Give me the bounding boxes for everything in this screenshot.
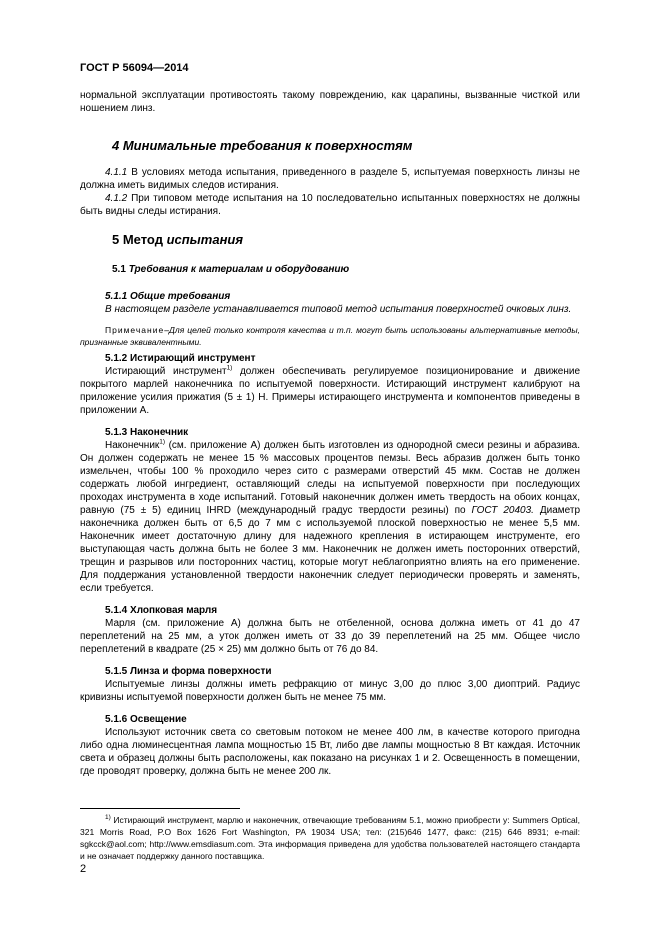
page-number: 2 [80, 863, 87, 875]
subsection-5-1-4-text: Марля (см. приложение А) должна быть не отбеленной, основа должна иметь от 41 до 47 переплетений на 25 мм, а уток должен иметь от 33 до 39 переплетений на 25 мм. Общее число переплетений в квадрате (25 × 25) мм должно быть от 76 до 84. [80, 618, 580, 655]
note-text: –Для целей только контроля качества и т.п. могут быть использованы альтернативные методы, признанные эквивалентными. [80, 325, 580, 347]
subsection-5-1-2-heading: 5.1.2 Истирающий инструмент [105, 353, 256, 364]
subsection-5-1-3-body-a: (см. приложение А) должен быть изготовлен из однородной смеси резины и абразива. Он должен содержать не менее 15 % массовых процентов пемзы. Весь абразив должен быть тонко измельчен, чтобы 100 % проходило через сито с размерами отверстий 45 мкм. Состав не должен содержать любой ингредиент, оставляющий следы на испытуемой поверхности при последующих проходах инструмента в ходе испытаний. Готовый наконечник должен иметь твердость на обоих концах, равную (75 ± 5) единиц IHRD (международный градус твердости резины) по [80, 440, 580, 516]
clause-4-1-2 [80, 192, 580, 218]
section-4-heading [112, 138, 580, 153]
clause-4-1-1-text: В условиях метода испытания, приведенного в разделе 5, испытуемая поверхность линзы не должна иметь видимых следов истирания. [80, 167, 580, 191]
gost-reference: ГОСТ 20403. [471, 505, 534, 516]
subsection-5-1-5-heading: 5.1.5 Линза и форма поверхности [105, 666, 272, 677]
footnote-ref-1: 1) [226, 364, 233, 372]
subsection-5-1-6-heading: 5.1.6 Освещение [105, 714, 187, 725]
footnote-separator [80, 808, 240, 809]
abrasive-tool-term: Истирающий инструмент [105, 366, 227, 377]
subsection-5-1-6-text: Используют источник света со световым потоком не менее 400 лм, в качестве которого пригодна либо одна люминесцентная лампа мощностью 15 Вт, либо две лампы мощностью 8 Вт каждая. Источник света и образец должны быть расположены, как показано на рисунках 1 и 2. Освещенность в помещении, где проводят проверку, должна быть не менее 200 лк. [80, 727, 580, 777]
footnote-ref-2: 1) [159, 438, 166, 446]
subsection-5-1-1-heading: 5.1.1 Общие требования [105, 291, 231, 302]
subsection-5-1-4-heading: 5.1.4 Хлопковая марля [105, 605, 218, 616]
subsection-5-1-number: 5.1 [112, 264, 129, 275]
footnote-mark: 1) [105, 814, 111, 822]
subsection-5-1-heading [112, 264, 580, 275]
note-paragraph [80, 324, 580, 348]
footnote [80, 814, 580, 862]
clause-4-1-1 [80, 166, 580, 192]
subsection-5-1-2-text [80, 365, 580, 417]
footnote-text: Истирающий инструмент, марлю и наконечник, отвечающие требованиям 5.1, можно приобрести у: Summers Optical, 321 Morris Road, P.O Box 1626 Fort Washington, PA 19034 USA; тел: (215)646 1477, факс: (215) 646 8931; e-mail: sgkcck@aol.com; http://www.emsdiasum.com. Эта информация приведена для удобства пользователей настоящего стандарта и не означает поддержку данного поставщика. [80, 815, 580, 861]
subsection-5-1-3-body-b: Диаметр наконечника должен быть от 6,5 до 7 мм с используемой плоской поверхностью не менее 5,5 мм. Наконечник имеет достаточную длину для надежного крепления в истирающем инструменте, его выступающая часть должна быть не более 3 мм. Наконечник не должен иметь посторонних отверстий, трещин и разрывов или посторонних частиц, которые могут неблагоприятно влиять на его применение. Для поддержания установленной твердости наконечник следует периодически проверять и заменять, если требуется. [80, 505, 581, 594]
tip-term: Наконечник [105, 440, 160, 451]
section-5-title: испытания [166, 232, 244, 247]
subsection-5-1-3-text [80, 439, 580, 595]
clause-4-1-1-number: 4.1.1 [105, 167, 128, 178]
subsection-5-1-title: Требования к материалам и оборудованию [128, 264, 350, 275]
subsection-5-1-5-text: Испытуемые линзы должны иметь рефракцию от минус 3,00 до плюс 3,00 диоптрий. Радиус кривизны испытуемой поверхности должен быть не менее 75 мм. [80, 679, 580, 703]
document-header: ГОСТ Р 56094—2014 [80, 62, 189, 74]
section-5-heading [112, 232, 580, 247]
note-label: Примечание [105, 325, 165, 335]
intro-paragraph: нормальной эксплуатации противостоять такому повреждению, как царапины, вызванные чисткой или ношением линз. [80, 90, 580, 114]
clause-4-1-2-text: При типовом методе испытания на 10 последовательно испытанных поверхностях не должны быть видны следы истирания. [80, 193, 580, 217]
document-body [80, 89, 580, 778]
subsection-5-1-1-text: В настоящем разделе устанавливается типовой метод испытания поверхностей очковых линз. [105, 304, 572, 315]
clause-4-1-2-number: 4.1.2 [105, 193, 128, 204]
section-5-number: 5 Метод [112, 232, 167, 247]
subsection-5-1-2-body: должен обеспечивать регулируемое позиционирование и движение покрытого марлей наконечника по испытуемой поверхности. Истирающий инструмент калибруют на приложение усилия прижатия (5 ± 1) Н. Примеры истирающего инструмента и компонентов приведены в приложении А. [80, 366, 581, 416]
section-4-title: 4 Минимальные требования к поверхностям [112, 138, 413, 153]
subsection-5-1-3-heading: 5.1.3 Наконечник [105, 427, 189, 438]
